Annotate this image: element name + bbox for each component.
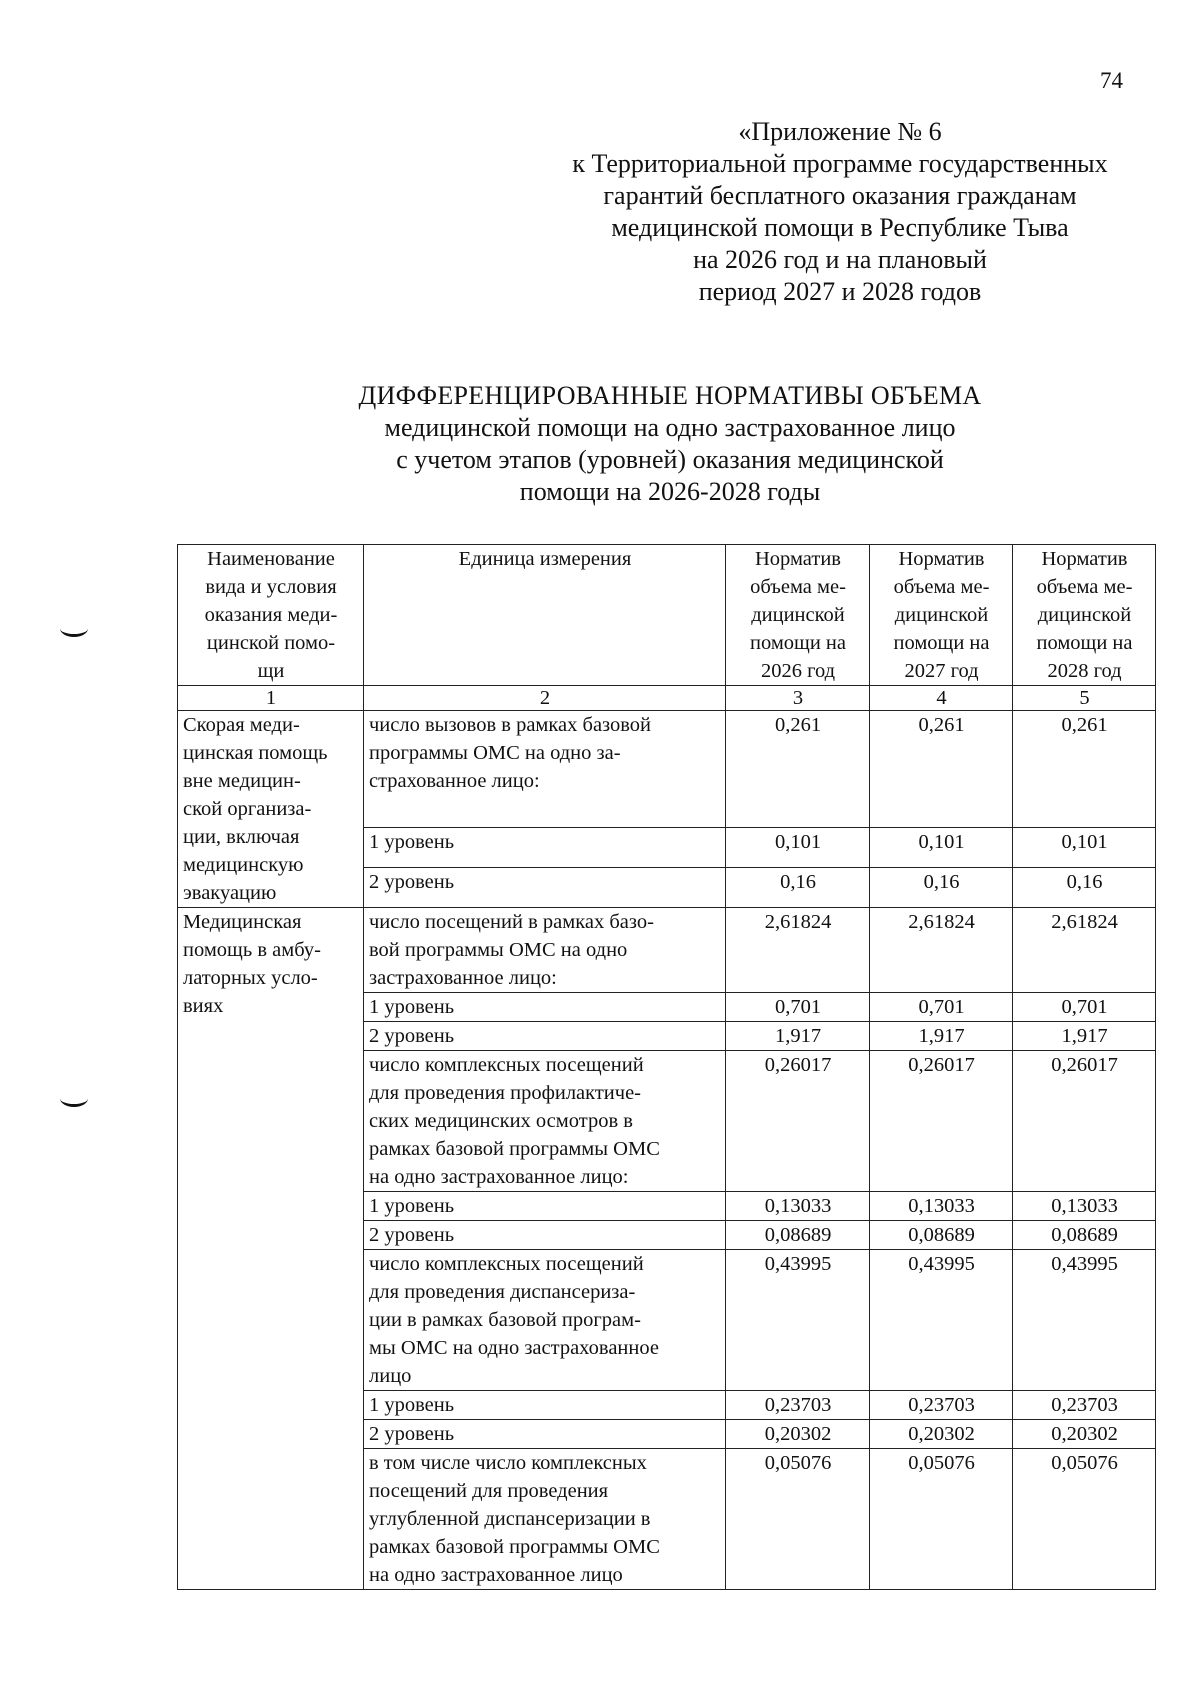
norm-value-cell: 0,101 [870, 828, 1013, 868]
column-header [1013, 545, 1156, 686]
norm-value-cell: 0,20302 [870, 1420, 1013, 1449]
cell-line: рамках базовой программы ОМС [369, 1138, 660, 1160]
norm-value-cell: 0,05076 [726, 1449, 870, 1590]
unit-cell [364, 1250, 726, 1391]
norm-value-cell: 0,261 [870, 711, 1013, 828]
page-number: 74 [1100, 68, 1123, 93]
cell-line: лицо [369, 1365, 412, 1387]
norm-value-cell: 0,20302 [726, 1420, 870, 1449]
cell-line: Медицинская [183, 911, 302, 933]
unit-cell [364, 828, 726, 868]
cell-line: Скорая меди- [183, 714, 300, 736]
cell-line: 2026 год [760, 660, 836, 682]
table-row [178, 908, 1156, 993]
norm-value-cell: 0,23703 [870, 1391, 1013, 1420]
cell-line: на одно застрахованное лицо [369, 1564, 623, 1586]
cell-line: помощи на [893, 632, 990, 654]
norm-value-cell: 0,701 [726, 993, 870, 1022]
norm-value-cell: 0,16 [1013, 868, 1156, 908]
cell-line: объема ме- [1036, 576, 1133, 598]
cell-line: дицинской [1037, 604, 1132, 626]
cell-line: объема ме- [750, 576, 846, 598]
cell-line: Единица измерения [458, 548, 632, 570]
unit-cell [364, 868, 726, 908]
norm-value-cell: 0,43995 [726, 1250, 870, 1391]
cell-line: щи [257, 660, 285, 682]
column-number: 5 [1013, 686, 1156, 711]
norm-value-cell: 0,23703 [1013, 1391, 1156, 1420]
cell-line: 2028 год [1047, 660, 1122, 682]
appendix-line: медицинской помощи в Республике Тыва [611, 213, 1069, 242]
norm-value-cell: 0,101 [1013, 828, 1156, 868]
unit-cell [364, 1391, 726, 1420]
appendix-header [540, 116, 1140, 308]
norm-value-cell: 2,61824 [1013, 908, 1156, 993]
norm-value-cell: 0,13033 [726, 1192, 870, 1221]
norm-value-cell: 1,917 [1013, 1022, 1156, 1051]
cell-line: помощи на [749, 632, 846, 654]
norm-value-cell: 0,08689 [726, 1221, 870, 1250]
norm-value-cell: 0,701 [1013, 993, 1156, 1022]
scan-artifact-mark [60, 620, 88, 637]
cell-line: рамках базовой программы ОМС [369, 1536, 660, 1558]
title-main: ДИФФЕРЕНЦИРОВАННЫЕ НОРМАТИВЫ ОБЪЕМА [358, 381, 982, 410]
cell-line: 1 уровень [369, 996, 455, 1018]
cell-line: вне медицин- [183, 770, 301, 792]
unit-cell [364, 908, 726, 993]
norm-value-cell: 0,20302 [1013, 1420, 1156, 1449]
column-number: 1 [178, 686, 364, 711]
norm-value-cell: 0,08689 [1013, 1221, 1156, 1250]
cell-line: число вызовов в рамках базовой [369, 714, 652, 736]
norm-value-cell: 0,26017 [1013, 1051, 1156, 1192]
column-number: 2 [364, 686, 726, 711]
cell-line: 1 уровень [369, 1394, 455, 1416]
cell-line: посещений для проведения [369, 1480, 609, 1502]
scan-artifact-mark [60, 1090, 88, 1107]
column-number-row [178, 686, 1156, 711]
cell-line: в том числе число комплексных [369, 1452, 647, 1474]
cell-line: медицинскую [183, 854, 304, 876]
norm-value-cell: 1,917 [870, 1022, 1013, 1051]
norms-table [177, 544, 1156, 1590]
cell-line: для проведения диспансериза- [369, 1281, 636, 1303]
cell-line: Наименование [207, 548, 335, 570]
cell-line: 1 уровень [369, 1195, 455, 1217]
cell-line: число комплексных посещений [369, 1253, 644, 1275]
norm-value-cell: 0,16 [870, 868, 1013, 908]
cell-line: ции в рамках базовой програм- [369, 1309, 641, 1331]
cell-line: эвакуацию [183, 882, 277, 904]
column-header [364, 545, 726, 686]
appendix-line: период 2027 и 2028 годов [698, 277, 982, 306]
unit-cell [364, 993, 726, 1022]
appendix-line: к Территориальной программе государственных [572, 149, 1108, 178]
cell-line: 2 уровень [369, 871, 455, 894]
table-row [178, 711, 1156, 828]
unit-cell [364, 1449, 726, 1590]
cell-line: дицинской [751, 604, 845, 626]
norm-value-cell: 0,16 [726, 868, 870, 908]
norm-value-cell: 0,08689 [870, 1221, 1013, 1250]
cell-line: ции, включая [183, 826, 300, 848]
cell-line: цинская помощь [183, 742, 328, 764]
cell-line: страхованное лицо: [369, 770, 540, 792]
appendix-line: на 2026 год и на плановый [693, 245, 987, 274]
column-header [870, 545, 1013, 686]
norm-value-cell: 0,13033 [870, 1192, 1013, 1221]
norm-value-cell: 2,61824 [870, 908, 1013, 993]
column-header [726, 545, 870, 686]
cell-line: помощи на [1036, 632, 1133, 654]
title-sub-line: медицинской помощи на одно застрахованное лицо [384, 413, 956, 442]
cell-line: для проведения профилактиче- [369, 1082, 642, 1104]
norm-value-cell: 0,261 [726, 711, 870, 828]
cell-line: Норматив [898, 548, 985, 570]
cell-line: вида и условия [205, 576, 337, 598]
norm-value-cell: 0,43995 [870, 1250, 1013, 1391]
norm-value-cell: 0,701 [870, 993, 1013, 1022]
unit-cell [364, 1420, 726, 1449]
cell-line: ской организа- [183, 798, 312, 820]
cell-line: латорных усло- [183, 967, 318, 989]
cell-line: оказания меди- [204, 604, 338, 626]
cell-line: помощь в амбу- [183, 939, 321, 961]
column-number: 3 [726, 686, 870, 711]
cell-line: Норматив [754, 548, 841, 570]
unit-cell [364, 1051, 726, 1192]
norm-value-cell: 1,917 [726, 1022, 870, 1051]
care-type-cell [178, 908, 364, 1590]
cell-line: 2 уровень [369, 1224, 455, 1246]
norm-value-cell: 0,26017 [870, 1051, 1013, 1192]
cell-line: Норматив [1041, 548, 1128, 570]
cell-line: число комплексных посещений [369, 1054, 644, 1076]
unit-cell [364, 1192, 726, 1221]
cell-line: углубленной диспансеризации в [369, 1508, 651, 1530]
unit-cell [364, 1022, 726, 1051]
cell-line: на одно застрахованное лицо: [369, 1166, 629, 1188]
cell-line: виях [183, 995, 224, 1017]
cell-line: ских медицинских осмотров в [369, 1110, 633, 1132]
table-header-row [178, 545, 1156, 686]
norm-value-cell: 0,05076 [1013, 1449, 1156, 1590]
norm-value-cell: 2,61824 [726, 908, 870, 993]
appendix-line: гарантий бесплатного оказания гражданам [603, 181, 1077, 210]
column-header [178, 545, 364, 686]
cell-line: программы ОМС на одно за- [369, 742, 621, 764]
cell-line: вой программы ОМС на одно [369, 939, 628, 961]
cell-line: цинской помо- [206, 632, 336, 654]
appendix-line: «Приложение № 6 [738, 117, 942, 146]
cell-line: дицинской [894, 604, 989, 626]
norm-value-cell: 0,23703 [726, 1391, 870, 1420]
norm-value-cell: 0,26017 [726, 1051, 870, 1192]
norms-table-body [178, 545, 1156, 1590]
norm-value-cell: 0,43995 [1013, 1250, 1156, 1391]
column-number: 4 [870, 686, 1013, 711]
cell-line: 2 уровень [369, 1025, 455, 1047]
title-sub-line: с учетом этапов (уровней) оказания медицинской [396, 445, 944, 474]
care-type-cell [178, 711, 364, 908]
cell-line: мы ОМС на одно застрахованное [369, 1337, 659, 1359]
unit-cell [364, 711, 726, 828]
norm-value-cell: 0,101 [726, 828, 870, 868]
unit-cell [364, 1221, 726, 1250]
norm-value-cell: 0,05076 [870, 1449, 1013, 1590]
cell-line: 1 уровень [369, 831, 455, 854]
cell-line: 2 уровень [369, 1423, 455, 1445]
norm-value-cell: 0,13033 [1013, 1192, 1156, 1221]
cell-line: объема ме- [893, 576, 990, 598]
cell-line: застрахованное лицо: [369, 967, 557, 989]
document-title [240, 380, 1100, 508]
norm-value-cell: 0,261 [1013, 711, 1156, 828]
cell-line: число посещений в рамках базо- [369, 911, 654, 933]
title-sub-line: помощи на 2026-2028 годы [519, 477, 821, 506]
cell-line: 2027 год [904, 660, 979, 682]
